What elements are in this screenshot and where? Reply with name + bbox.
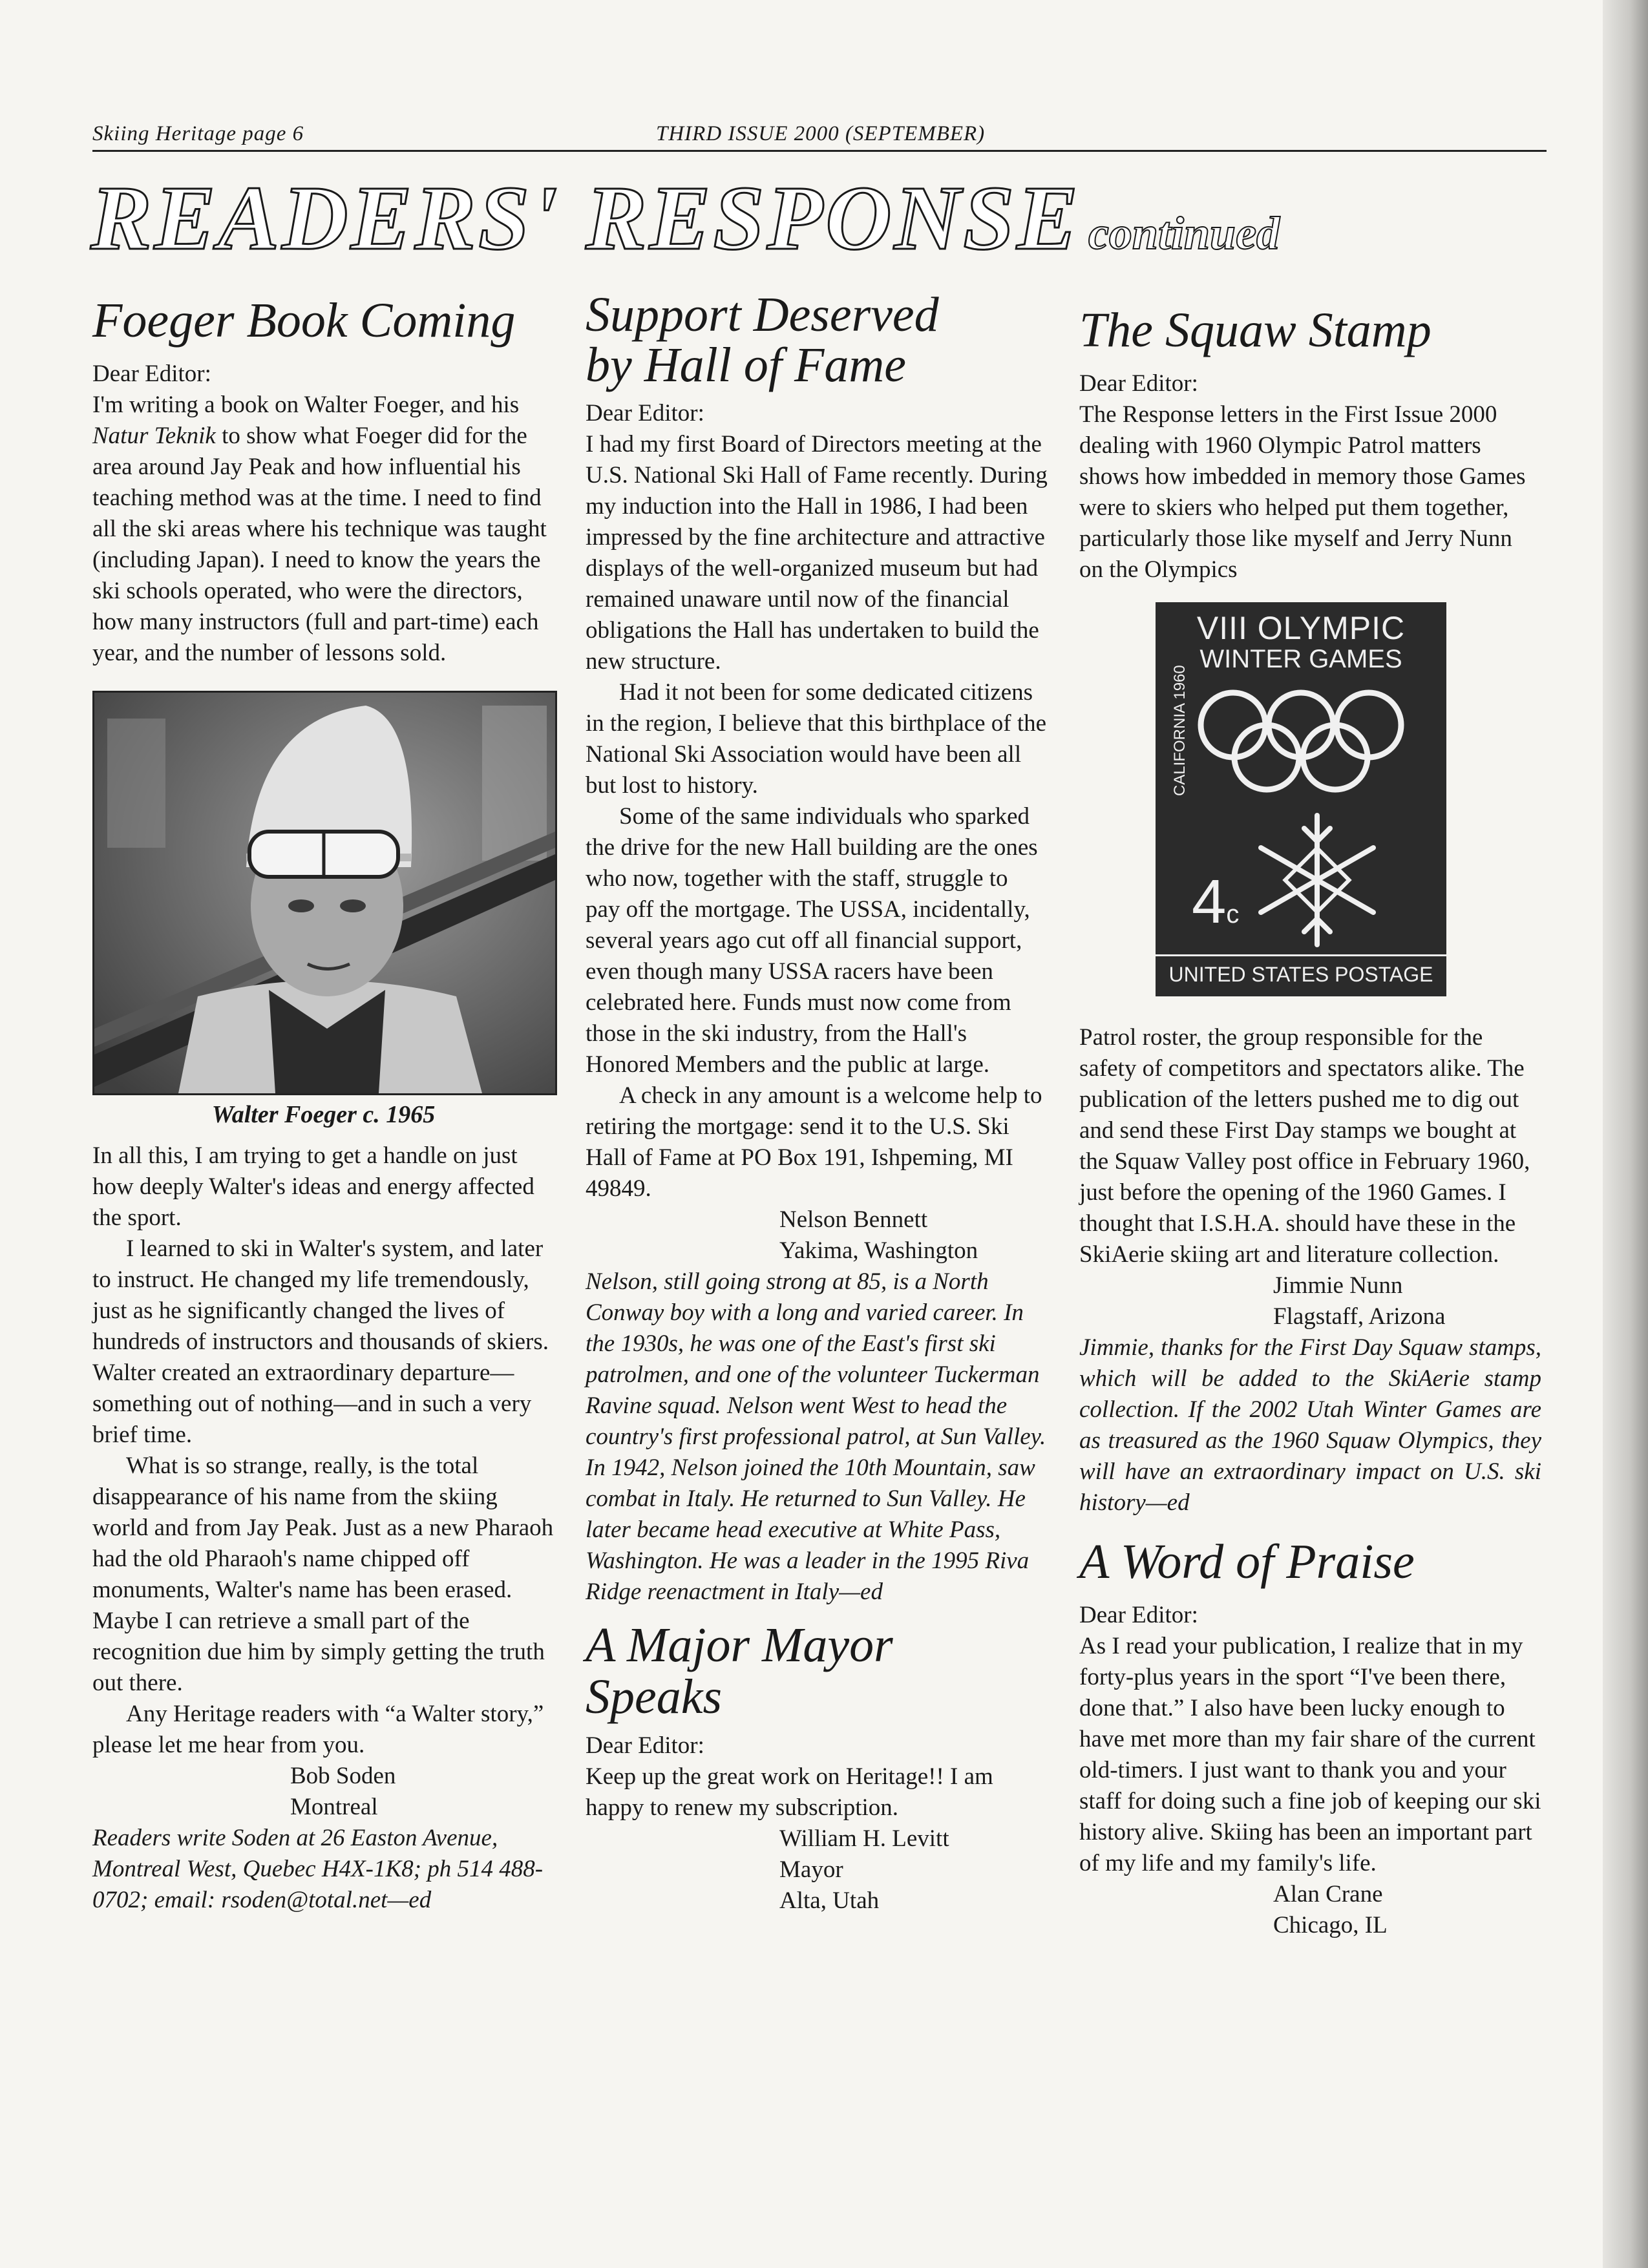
stamp-denomination: 4c bbox=[1192, 867, 1240, 936]
banner-continued: continued bbox=[1088, 207, 1280, 259]
signature-title: Mayor bbox=[779, 1856, 843, 1883]
header-left: Skiing Heritage page 6 bbox=[92, 122, 304, 145]
editor-note: Nelson, still going strong at 85, is a North Conway boy with a long and varied career. In the 1930s, he was one of the East's first ski patrolmen, and one of the volunteer Tuckerman Ravine squad. Nelson went West to head the country's first professional patrol, at Sun Valley. In 1942, Nelson joined the 10th Mountain, saw combat in Italy. He returned to Sun Valley. He later became head executive at White Pass, Washington. He was a leader in the 1995 Riva Ridge reenactment in Italy—ed bbox=[586, 1268, 1046, 1605]
photo-walter-foeger bbox=[92, 691, 557, 1095]
letter-paragraph: Had it not been for some dedicated citizens in the region, I believe that this birthplace of the National Ski Association would have been all but lost to history. bbox=[586, 679, 1047, 799]
signature-place: Yakima, Washington bbox=[779, 1237, 978, 1264]
editor-note: Readers write Soden at 26 Easton Avenue, Montreal West, Quebec H4X-1K8; ph 514 488-0702; email: rsoden@total.net—ed bbox=[92, 1825, 544, 1913]
letter-paragraph: I learned to ski in Walter's system, and later to instruct. He changed my life tremendously, just as he significantly changed the lives of hundreds of instructors and thousands of skiers. Walter created an extraordinary departure—something out of nothing—and in such a very brief time. bbox=[92, 1235, 549, 1448]
signature-place: Alta, Utah bbox=[779, 1887, 880, 1914]
headline-squaw-stamp: The Squaw Stamp bbox=[1079, 303, 1431, 357]
letter-paragraph: The Response letters in the First Issue 2000 dealing with 1960 Olympic Patrol matters shows how imbedded in memory those Games were to skiers who helped put them together, particularly those like myself and Jerry Nunn on the Olympics bbox=[1079, 401, 1526, 583]
stamp-bottom-text: UNITED STATES POSTAGE bbox=[1156, 954, 1446, 990]
signature-name: Jimmie Nunn bbox=[1273, 1272, 1403, 1299]
signature-place: Montreal bbox=[290, 1794, 378, 1820]
signature-name: William H. Levitt bbox=[779, 1825, 949, 1852]
skier-portrait-image bbox=[94, 693, 555, 1093]
banner-title: READERS' RESPONSE bbox=[90, 167, 1081, 269]
salutation: Dear Editor: bbox=[586, 400, 704, 426]
headline-foeger: Foeger Book Coming bbox=[92, 293, 516, 348]
headline-hall-of-fame bbox=[586, 289, 1048, 390]
salutation: Dear Editor: bbox=[586, 1732, 704, 1759]
letter-paragraph: Keep up the great work on Heritage!! I am happy to renew my subscription. bbox=[586, 1763, 993, 1821]
headline-line: Support Deserved bbox=[586, 288, 939, 342]
editor-note: Jimmie, thanks for the First Day Squaw stamps, which will be added to the SkiAerie stamp collection. If the 2002 Utah Winter Games are as treasured as the 1960 Squaw Olympics, they will have an extraordinary impact on U.S. ski history—ed bbox=[1079, 1334, 1541, 1516]
signature-name: Bob Soden bbox=[290, 1763, 396, 1789]
headline-line: Speaks bbox=[586, 1670, 723, 1724]
letter-paragraph: I'm writing a book on Walter Foeger, and his Natur Teknik to show what Foeger did for the area around Jay Peak and how influential his teaching method was at the time. I need to find all the ski areas where his technique was taught (including Japan). I need to know the years the ski schools operated, who were the directors, how many instructors (full and part-time) each year, and the number of lessons sold. bbox=[92, 392, 547, 666]
book-title-italic: Natur Teknik bbox=[92, 423, 216, 449]
signature-name: Nelson Bennett bbox=[779, 1206, 928, 1233]
signature-place: Flagstaff, Arizona bbox=[1273, 1303, 1446, 1330]
headline-word-of-praise: A Word of Praise bbox=[1079, 1535, 1415, 1589]
signature-place: Chicago, IL bbox=[1273, 1912, 1388, 1938]
letter-paragraph: As I read your publication, I realize that in my forty-plus years in the sport “I've been there, done that.” I also have been lucky enough to have met more than my fair share of the current old-timers. I just want to thank you and your staff for doing such a fine job of keeping our ski history alive. Skiing has been an important part of my life and my family's life. bbox=[1079, 1633, 1541, 1876]
stamp-side-text: CALIFORNIA 1960 bbox=[1171, 665, 1188, 796]
page-edge-shadow bbox=[1603, 0, 1648, 2268]
letter-paragraph: What is so strange, really, is the total disappearance of his name from the skiing world and from Jay Peak. Just as a new Pharaoh had the old Pharaoh's name chipped off monuments, Walter's name has been erased. Maybe I can retrieve a small part of the recognition due him by simply getting the truth out there. bbox=[92, 1453, 554, 1696]
headline-major-mayor bbox=[586, 1619, 1048, 1723]
salutation: Dear Editor: bbox=[1079, 1602, 1198, 1628]
olympic-stamp-image bbox=[1156, 602, 1446, 996]
signature-name: Alan Crane bbox=[1273, 1881, 1383, 1907]
letter-paragraph: I had my first Board of Directors meeting at the U.S. National Ski Hall of Fame recently. During my induction into the Hall in 1986, I had been impressed by the fine architecture and attractive displays of the well-organized museum but had remained unaware until now of the financial obligations the Hall has undertaken to build the new structure. bbox=[586, 431, 1048, 675]
letter-paragraph: In all this, I am trying to get a handle on just how deeply Walter's ideas and energy affected the sport. bbox=[92, 1142, 534, 1231]
letter-paragraph: A check in any amount is a welcome help to retiring the mortgage: send it to the U.S. Ski Hall of Fame at PO Box 191, Ishpeming, MI 49849. bbox=[586, 1082, 1042, 1202]
salutation: Dear Editor: bbox=[1079, 370, 1198, 397]
headline-line: A Major Mayor bbox=[586, 1618, 893, 1672]
letter-paragraph: Some of the same individuals who sparked the drive for the new Hall building are the ones who now, together with the staff, struggle to pay off the mortgage. The USSA, incidentally, several years ago cut off all financial support, even though many USSA racers have been celebrated here. Funds must now come from those in the ski industry, from the Hall's Honored Members and the public at large. bbox=[586, 803, 1038, 1078]
section-banner bbox=[90, 165, 1280, 268]
photo-caption: Walter Foeger c. 1965 bbox=[211, 1101, 436, 1128]
letter-paragraph: Any Heritage readers with “a Walter story,” please let me hear from you. bbox=[92, 1701, 544, 1758]
column-3 bbox=[1079, 304, 1541, 1941]
running-header bbox=[92, 116, 1547, 152]
header-issue: THIRD ISSUE 2000 (SEPTEMBER) bbox=[656, 122, 986, 145]
stamp-line2: WINTER GAMES bbox=[1199, 645, 1402, 673]
letter-paragraph: Patrol roster, the group responsible for the safety of competitors and spectators alike. The publication of the letters pushed me to dig out and send these First Day stamps we bought at the Squaw Valley post office in February 1960, just before the opening of the 1960 Games. I thought that I.S.H.A. should have these in the SkiAerie skiing art and literature collection. bbox=[1079, 1024, 1530, 1268]
salutation: Dear Editor: bbox=[92, 361, 211, 387]
column-2 bbox=[586, 289, 1048, 1916]
column-1 bbox=[92, 294, 555, 1916]
headline-line: by Hall of Fame bbox=[586, 338, 907, 392]
stamp-line1: VIII OLYMPIC bbox=[1196, 610, 1406, 646]
